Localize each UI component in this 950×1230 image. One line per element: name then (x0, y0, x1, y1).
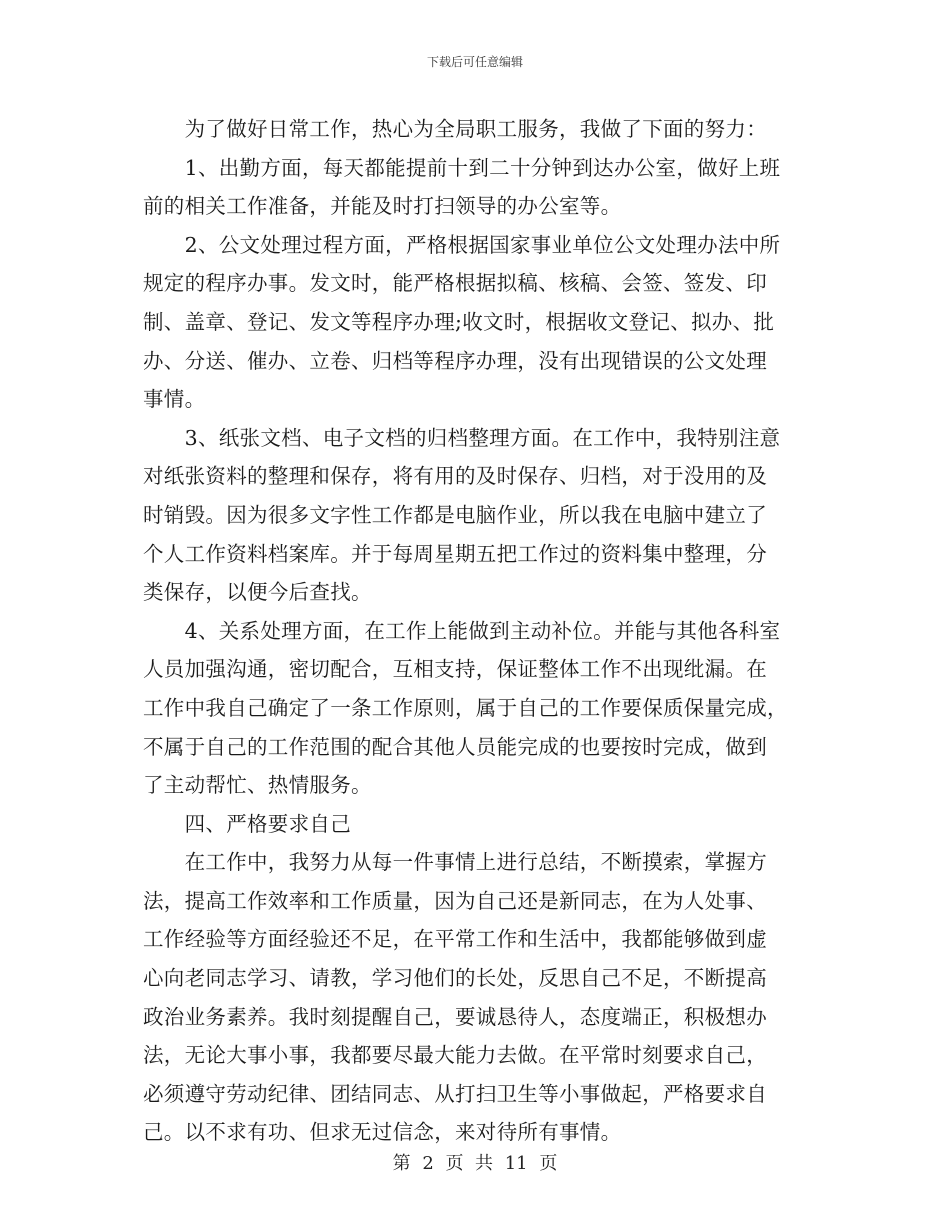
text-line-8: 事情。 (143, 387, 206, 412)
text-line-14: 4、关系处理方面，在工作上能做到主动补位。并能与其他各科室 (143, 618, 781, 643)
section-heading: 四、严格要求自己 (143, 811, 351, 836)
text-line-9: 3、纸张文档、电子文档的归档整理方面。在工作中，我特别注意 (143, 425, 781, 450)
text-line-17: 不属于自己的工作范围的配合其他人员能完成的也要按时完成，做到 (143, 734, 767, 759)
text-line-3: 前的相关工作准备，并能及时打扫领导的办公室等。 (143, 194, 622, 219)
text-line-27: 己。以不求有功、但求无过信念，来对待所有事情。 (143, 1120, 622, 1145)
text-line-21: 法，提高工作效率和工作质量，因为自己还是新同志，在为人处事、 (143, 888, 767, 913)
footer-total-pages: 11 (504, 1153, 528, 1174)
footer-middle: 页 共 (445, 1153, 493, 1174)
page-footer (0, 1149, 950, 1175)
footer-page-number: 2 (422, 1153, 434, 1174)
text-line-20: 在工作中，我努力从每一件事情上进行总结，不断摸索，掌握方 (143, 850, 767, 875)
text-line-15: 人员加强沟通，密切配合，互相支持，保证整体工作不出现纰漏。在 (143, 657, 767, 682)
text-line-1: 为了做好日常工作，热心为全局职工服务，我做了下面的努力： (143, 117, 767, 141)
text-line-23: 心向老同志学习、请教，学习他们的长处，反思自己不足，不断提高 (143, 966, 767, 991)
text-line-4: 2、公文处理过程方面，严格根据国家事业单位公文处理办法中所 (143, 232, 781, 257)
text-line-6: 制、盖章、登记、发文等程序办理;收文时，根据收文登记、拟办、批 (143, 309, 775, 334)
text-line-5: 规定的程序办事。发文时，能严格根据拟稿、核稿、会签、签发、印 (143, 271, 767, 296)
text-line-24: 政治业务素养。我时刻提醒自己，要诚恳待人，态度端正，积极想办 (143, 1004, 767, 1029)
text-line-18: 了主动帮忙、热情服务。 (143, 773, 372, 798)
text-line-22: 工作经验等方面经验还不足，在平常工作和生活中，我都能够做到虚 (143, 927, 767, 952)
header-text: 下载后可任意编辑 (426, 55, 523, 69)
text-line-2: 1、出勤方面，每天都能提前十到二十分钟到达办公室，做好上班 (143, 155, 781, 180)
footer-suffix: 页 (539, 1153, 558, 1174)
text-line-12: 个人工作资料档案库。并于每周星期五把工作过的资料集中整理，分 (143, 541, 767, 566)
page-header (0, 53, 950, 70)
text-line-13: 类保存，以便今后查找。 (143, 580, 372, 605)
document-body (143, 110, 811, 1152)
text-line-16: 工作中我自己确定了一条工作原则，属于自己的工作要保质保量完成， (143, 695, 788, 720)
text-line-25: 法，无论大事小事，我都要尽最大能力去做。在平常时刻要求自己， (143, 1043, 767, 1068)
text-line-11: 时销毁。因为很多文字性工作都是电脑作业，所以我在电脑中建立了 (143, 502, 767, 527)
text-line-10: 对纸张资料的整理和保存，将有用的及时保存、归档，对于没用的及 (143, 464, 767, 489)
footer-prefix: 第 (392, 1153, 411, 1174)
text-line-26: 必须遵守劳动纪律、团结同志、从打扫卫生等小事做起，严格要求自 (143, 1081, 767, 1106)
text-line-7: 办、分送、催办、立卷、归档等程序办理，没有出现错误的公文处理 (143, 348, 767, 373)
